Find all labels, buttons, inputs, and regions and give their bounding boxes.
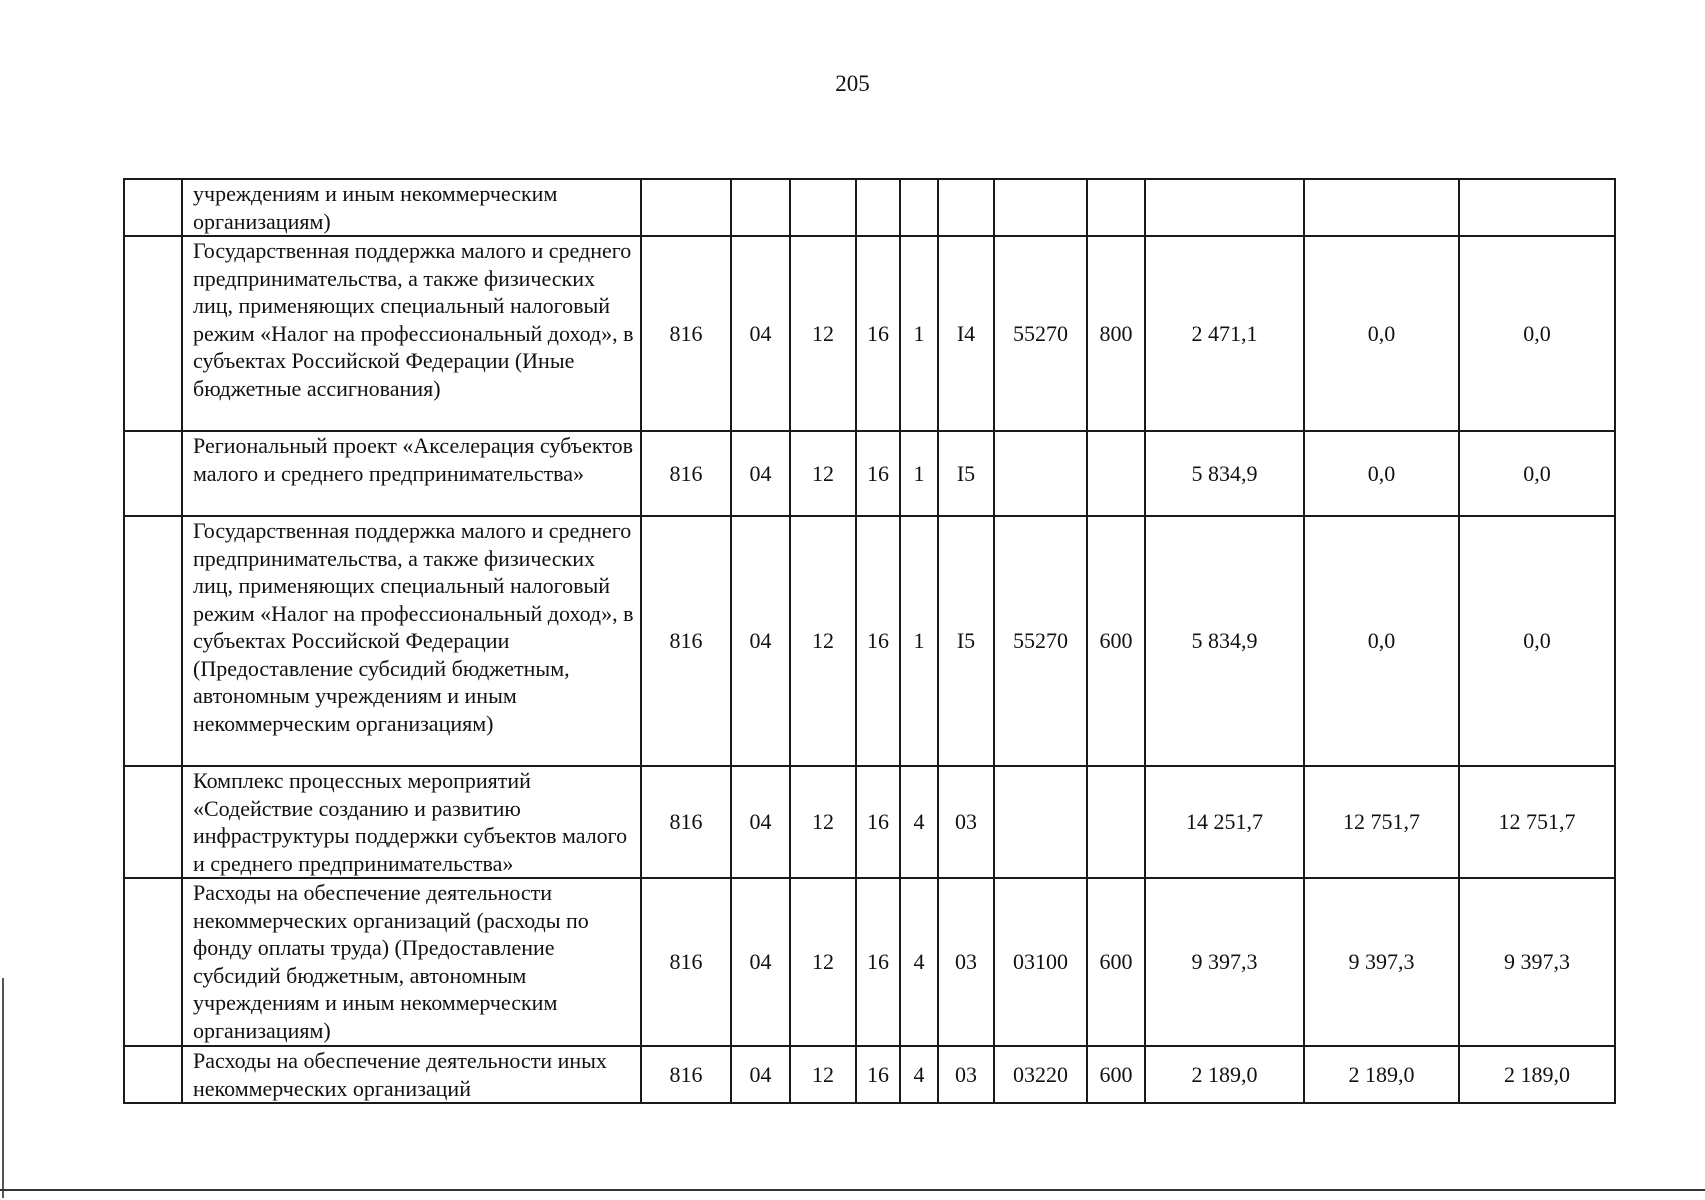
program-code-cell	[856, 179, 900, 236]
budget-table	[123, 178, 1616, 1104]
table-row	[124, 431, 1615, 516]
grbs-code-cell: 816	[641, 1046, 731, 1103]
table-row	[124, 236, 1615, 431]
amount-year3-cell	[1459, 179, 1615, 236]
grbs-code-cell: 816	[641, 431, 731, 516]
program-code-cell: 16	[856, 236, 900, 431]
item-name-cell: Государственная поддержка малого и среднего предпринимательства, а также физических лиц, применяющих специальный налоговый режим «Налог на профессиональный доход», в субъектах Российской Федерации (Иные бюджетные ассигнования)	[182, 236, 641, 431]
row-number-cell	[124, 766, 182, 878]
page-number: 205	[835, 71, 870, 96]
table-row	[124, 878, 1615, 1046]
subsection-code-cell: 12	[790, 516, 856, 766]
project-code-cell: 03	[938, 766, 994, 878]
grbs-code-cell	[641, 179, 731, 236]
item-name-cell: Государственная поддержка малого и среднего предпринимательства, а также физических лиц, применяющих специальный налоговый режим «Налог на профессиональный доход», в субъектах Российской Федерации (Предоставление субсидий бюджетным, автономным учреждениям и иным некоммерческим организациям)	[182, 516, 641, 766]
program-code-cell: 16	[856, 766, 900, 878]
amount-year1-cell: 9 397,3	[1145, 878, 1304, 1046]
direction-code-cell	[994, 766, 1087, 878]
subsection-code-cell: 12	[790, 1046, 856, 1103]
section-code-cell: 04	[731, 236, 790, 431]
program-code-cell: 16	[856, 431, 900, 516]
amount-year1-cell: 2 189,0	[1145, 1046, 1304, 1103]
amount-year1-cell: 5 834,9	[1145, 431, 1304, 516]
subsection-code-cell: 12	[790, 766, 856, 878]
amount-year2-cell: 0,0	[1304, 236, 1459, 431]
row-number-cell	[124, 878, 182, 1046]
expense-type-cell	[1087, 431, 1145, 516]
table-row	[124, 516, 1615, 766]
subsection-code-cell	[790, 179, 856, 236]
project-code-cell: I4	[938, 236, 994, 431]
expense-type-cell	[1087, 766, 1145, 878]
program-type-code-cell: 4	[900, 878, 938, 1046]
expense-type-cell: 600	[1087, 1046, 1145, 1103]
direction-code-cell	[994, 179, 1087, 236]
program-code-cell: 16	[856, 516, 900, 766]
project-code-cell: 03	[938, 878, 994, 1046]
amount-year2-cell: 0,0	[1304, 516, 1459, 766]
project-code-cell	[938, 179, 994, 236]
section-code-cell	[731, 179, 790, 236]
expense-type-cell	[1087, 179, 1145, 236]
section-code-cell: 04	[731, 766, 790, 878]
amount-year3-cell: 0,0	[1459, 236, 1615, 431]
project-code-cell: 03	[938, 1046, 994, 1103]
program-type-code-cell: 4	[900, 1046, 938, 1103]
amount-year3-cell: 2 189,0	[1459, 1046, 1615, 1103]
amount-year2-cell: 0,0	[1304, 431, 1459, 516]
amount-year1-cell: 2 471,1	[1145, 236, 1304, 431]
row-number-cell	[124, 431, 182, 516]
program-type-code-cell: 1	[900, 431, 938, 516]
amount-year2-cell	[1304, 179, 1459, 236]
amount-year3-cell: 0,0	[1459, 431, 1615, 516]
program-type-code-cell: 1	[900, 236, 938, 431]
direction-code-cell: 55270	[994, 516, 1087, 766]
item-name-cell: Расходы на обеспечение деятельности иных некоммерческих организаций	[182, 1046, 641, 1103]
grbs-code-cell: 816	[641, 236, 731, 431]
project-code-cell: I5	[938, 516, 994, 766]
amount-year3-cell: 9 397,3	[1459, 878, 1615, 1046]
section-code-cell: 04	[731, 1046, 790, 1103]
scan-edge-vertical-line	[2, 978, 4, 1198]
amount-year1-cell: 5 834,9	[1145, 516, 1304, 766]
program-code-cell: 16	[856, 1046, 900, 1103]
amount-year2-cell: 9 397,3	[1304, 878, 1459, 1046]
direction-code-cell	[994, 431, 1087, 516]
program-type-code-cell	[900, 179, 938, 236]
row-number-cell	[124, 1046, 182, 1103]
direction-code-cell: 55270	[994, 236, 1087, 431]
row-number-cell	[124, 179, 182, 236]
section-code-cell: 04	[731, 431, 790, 516]
expense-type-cell: 600	[1087, 878, 1145, 1046]
subsection-code-cell: 12	[790, 431, 856, 516]
amount-year2-cell: 2 189,0	[1304, 1046, 1459, 1103]
amount-year1-cell: 14 251,7	[1145, 766, 1304, 878]
table-row	[124, 766, 1615, 878]
item-name-cell: Комплекс процессных мероприятий «Содействие созданию и развитию инфраструктуры поддержки субъектов малого и среднего предпринимательства»	[182, 766, 641, 878]
program-type-code-cell: 4	[900, 766, 938, 878]
amount-year2-cell: 12 751,7	[1304, 766, 1459, 878]
section-code-cell: 04	[731, 878, 790, 1046]
row-number-cell	[124, 516, 182, 766]
grbs-code-cell: 816	[641, 766, 731, 878]
direction-code-cell: 03100	[994, 878, 1087, 1046]
row-number-cell	[124, 236, 182, 431]
grbs-code-cell: 816	[641, 516, 731, 766]
table-row	[124, 1046, 1615, 1103]
table-row	[124, 179, 1615, 236]
grbs-code-cell: 816	[641, 878, 731, 1046]
expense-type-cell: 800	[1087, 236, 1145, 431]
project-code-cell: I5	[938, 431, 994, 516]
item-name-cell: учреждениям и иным некоммерческим организациям)	[182, 179, 641, 236]
subsection-code-cell: 12	[790, 236, 856, 431]
scan-edge-horizontal-line	[0, 1189, 1705, 1191]
section-code-cell: 04	[731, 516, 790, 766]
program-type-code-cell: 1	[900, 516, 938, 766]
direction-code-cell: 03220	[994, 1046, 1087, 1103]
item-name-cell: Региональный проект «Акселерация субъектов малого и среднего предпринимательства»	[182, 431, 641, 516]
expense-type-cell: 600	[1087, 516, 1145, 766]
amount-year3-cell: 0,0	[1459, 516, 1615, 766]
amount-year1-cell	[1145, 179, 1304, 236]
program-code-cell: 16	[856, 878, 900, 1046]
subsection-code-cell: 12	[790, 878, 856, 1046]
amount-year3-cell: 12 751,7	[1459, 766, 1615, 878]
item-name-cell: Расходы на обеспечение деятельности некоммерческих организаций (расходы по фонду оплаты труда) (Предоставление субсидий бюджетным, автономным учреждениям и иным некоммерческим организациям)	[182, 878, 641, 1046]
